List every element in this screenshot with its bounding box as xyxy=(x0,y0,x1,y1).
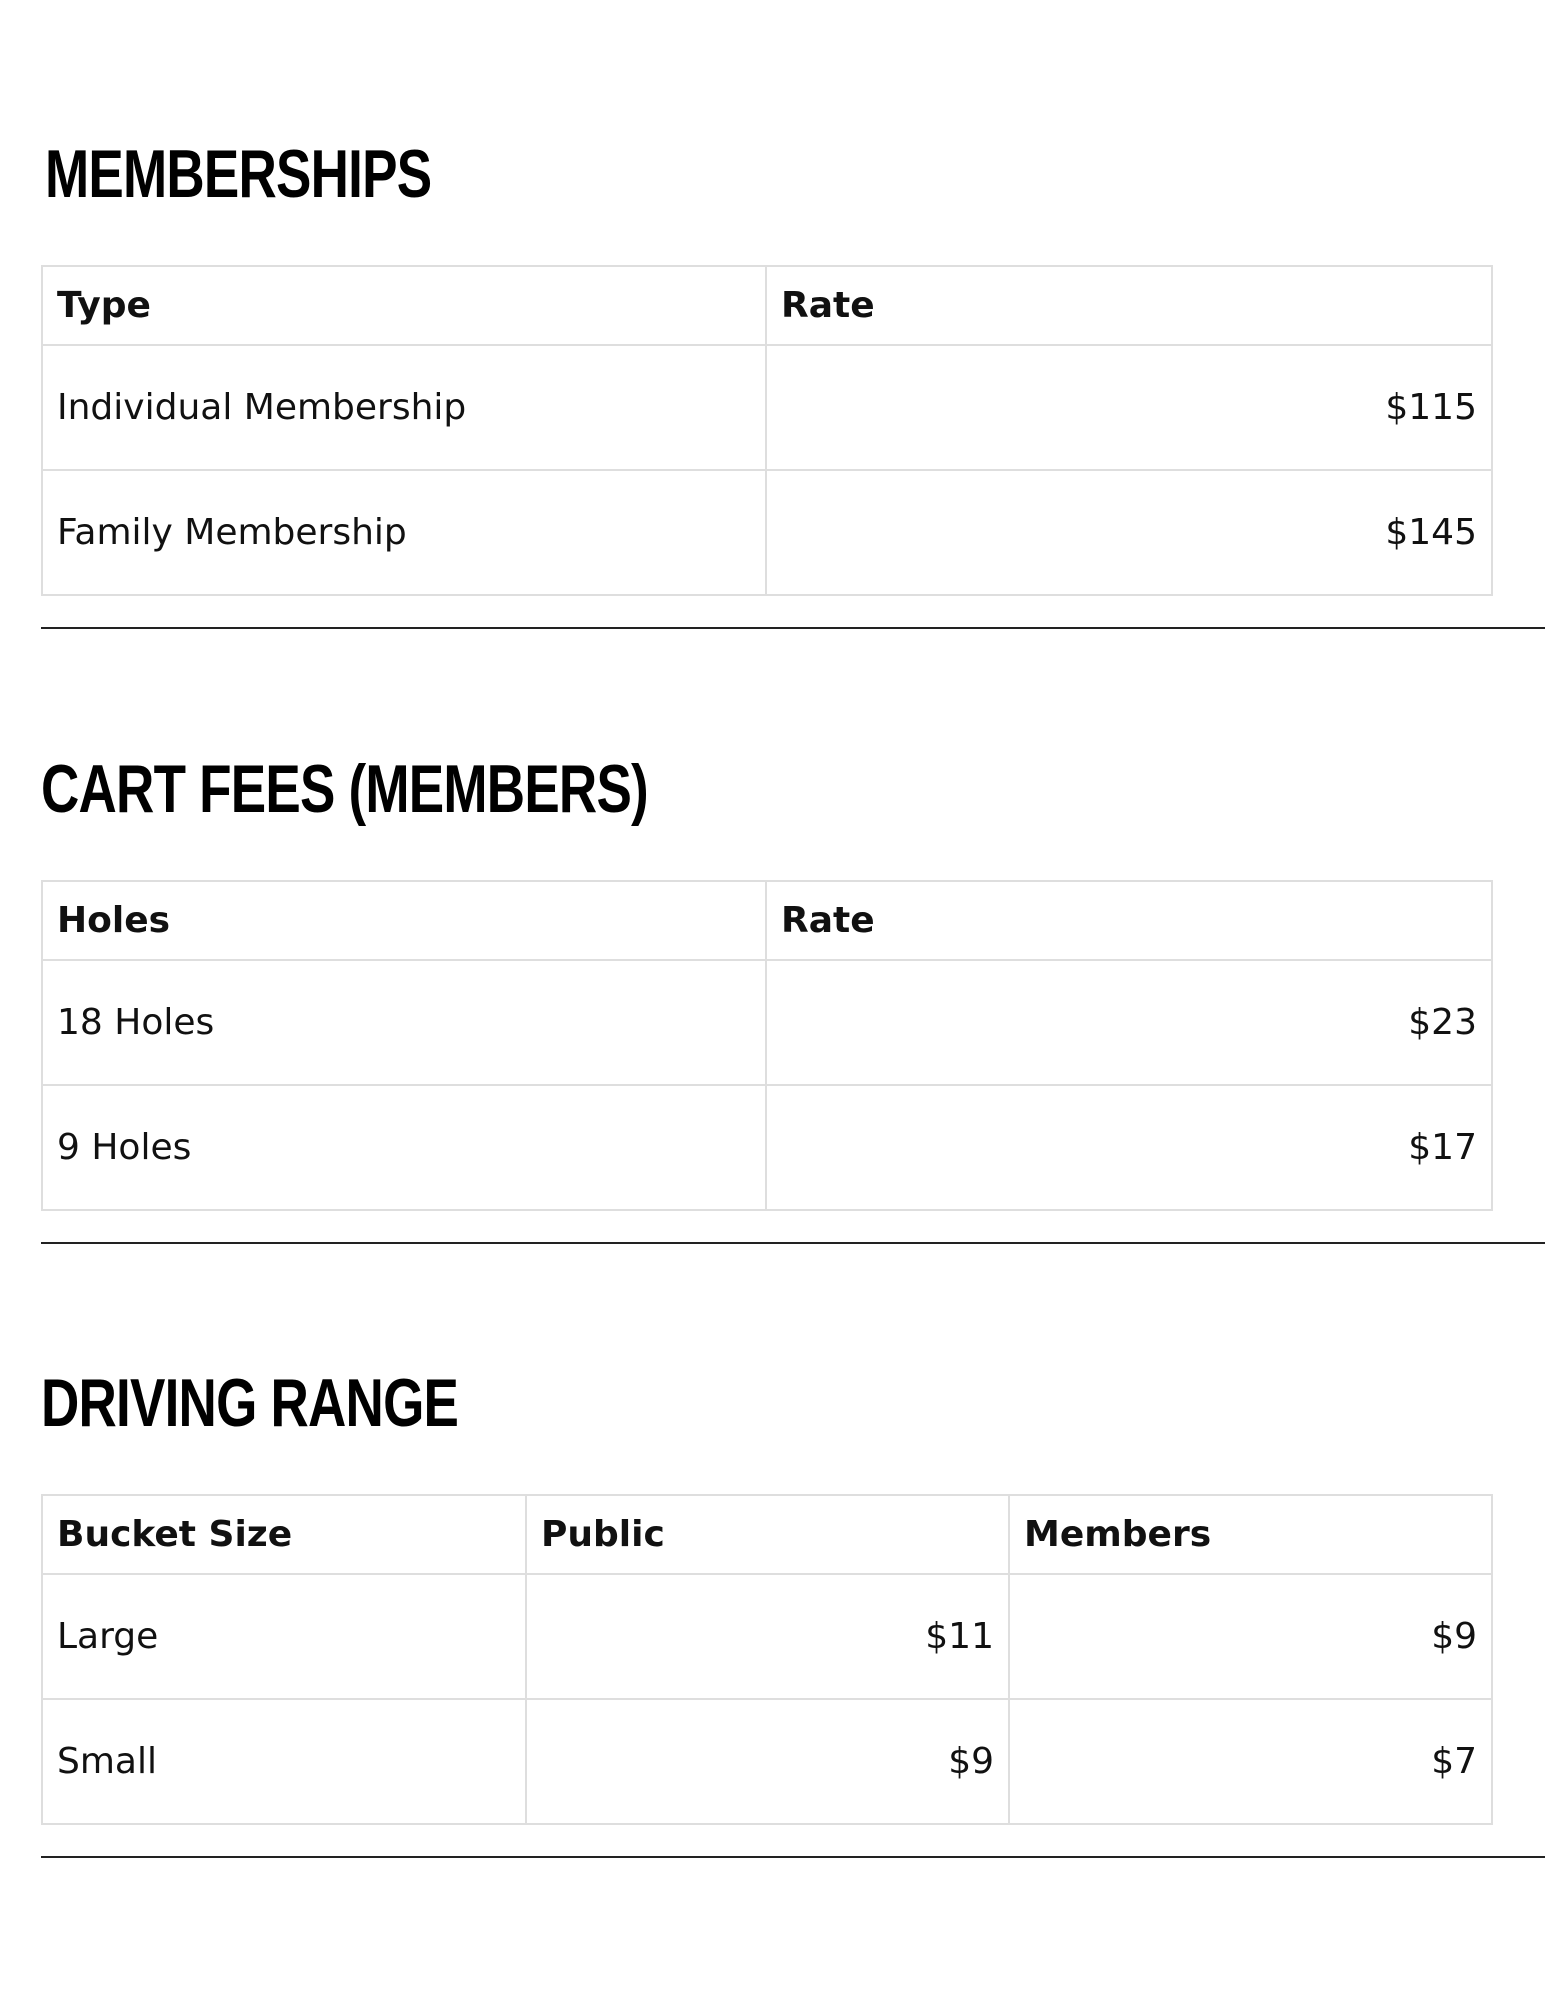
membership-type-cell: Family Membership xyxy=(42,470,766,595)
holes-cell: 9 Holes xyxy=(42,1085,766,1210)
cart-fees-title: CART FEES (MEMBERS) xyxy=(41,751,648,827)
driving-range-table xyxy=(41,1494,1493,1825)
table-row xyxy=(42,470,1492,595)
cart-rate-cell: $17 xyxy=(766,1085,1492,1210)
section-divider xyxy=(41,1856,1545,1858)
header-rate: Rate xyxy=(766,881,1492,960)
public-rate-cell: $11 xyxy=(526,1574,1009,1699)
table-header-row xyxy=(42,1495,1492,1574)
membership-rate-cell: $115 xyxy=(766,345,1492,470)
memberships-title: MEMBERSHIPS xyxy=(45,136,432,212)
header-members: Members xyxy=(1009,1495,1492,1574)
driving-range-section xyxy=(41,1365,1477,1782)
table-row xyxy=(42,1699,1492,1824)
header-type: Type xyxy=(42,266,766,345)
bucket-size-cell: Large xyxy=(42,1574,526,1699)
members-rate-cell: $7 xyxy=(1009,1699,1492,1824)
cart-fees-section xyxy=(41,751,1477,1168)
header-public: Public xyxy=(526,1495,1009,1574)
table-row xyxy=(42,1085,1492,1210)
table-header-row xyxy=(42,881,1492,960)
public-rate-cell: $9 xyxy=(526,1699,1009,1824)
members-rate-cell: $9 xyxy=(1009,1574,1492,1699)
header-rate: Rate xyxy=(766,266,1492,345)
section-divider xyxy=(41,627,1545,629)
cart-rate-cell: $23 xyxy=(766,960,1492,1085)
memberships-section xyxy=(41,136,1477,553)
table-row xyxy=(42,960,1492,1085)
cart-fees-table xyxy=(41,880,1493,1211)
table-header-row xyxy=(42,266,1492,345)
driving-range-title: DRIVING RANGE xyxy=(41,1365,459,1441)
table-row xyxy=(42,345,1492,470)
table-row xyxy=(42,1574,1492,1699)
bucket-size-cell: Small xyxy=(42,1699,526,1824)
membership-rate-cell: $145 xyxy=(766,470,1492,595)
holes-cell: 18 Holes xyxy=(42,960,766,1085)
memberships-table xyxy=(41,265,1493,596)
header-bucket-size: Bucket Size xyxy=(42,1495,526,1574)
membership-type-cell: Individual Membership xyxy=(42,345,766,470)
section-divider xyxy=(41,1242,1545,1244)
header-holes: Holes xyxy=(42,881,766,960)
